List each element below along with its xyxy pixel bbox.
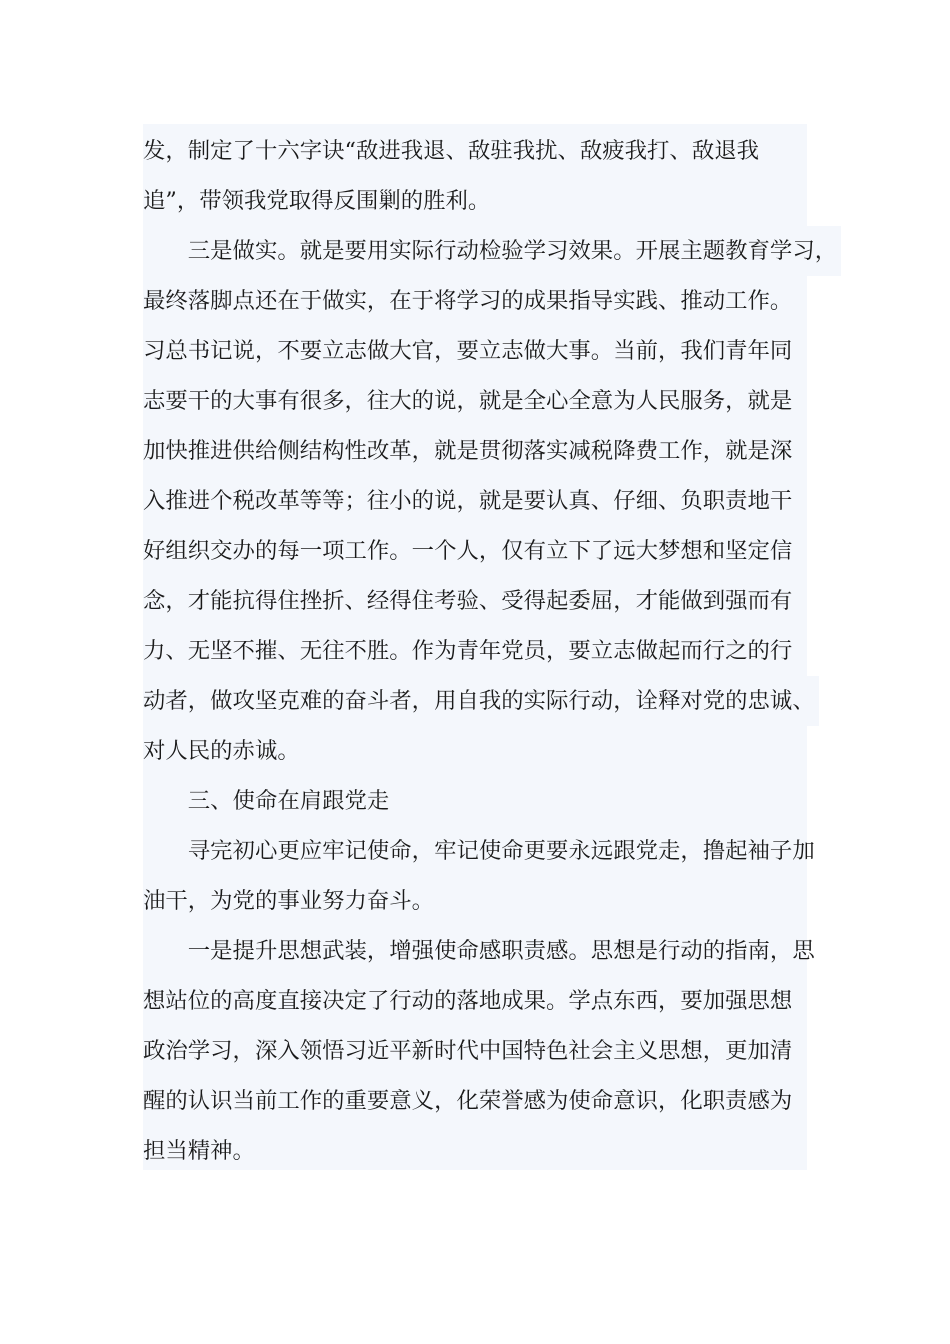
text-line: 加快推进供给侧结构性改革，就是贯彻落实减税降费工作，就是深	[143, 438, 793, 464]
text-line: 发，制定了十六字诀“敌进我退、敌驻我扰、敌疲我打、敌退我	[143, 138, 759, 164]
text-line: 志要干的大事有很多，往大的说，就是全心全意为人民服务，就是	[143, 388, 793, 414]
text-line: 想站位的高度直接决定了行动的落地成果。学点东西，要加强思想	[143, 988, 793, 1014]
text-line: 担当精神。	[143, 1138, 255, 1164]
section-heading: 三、使命在肩跟党走	[143, 788, 390, 814]
text-line: 寻完初心更应牢记使命，牢记使命更要永远跟党走，撸起袖子加	[143, 838, 815, 864]
text-line: 好组织交办的每一项工作。一个人，仅有立下了远大梦想和坚定信	[143, 538, 793, 564]
text-line: 习总书记说，不要立志做大官，要立志做大事。当前，我们青年同	[143, 338, 793, 364]
text-line: 力、无坚不摧、无往不胜。作为青年党员，要立志做起而行之的行	[143, 638, 793, 664]
text-line: 油干，为党的事业努力奋斗。	[143, 888, 435, 914]
text-line: 三是做实。就是要用实际行动检验学习效果。开展主题教育学习，	[143, 226, 841, 276]
text-line: 入推进个税改革等等；往小的说，就是要认真、仔细、负职责地干	[143, 488, 793, 514]
text-line: 最终落脚点还在于做实，在于将学习的成果指导实践、推动工作。	[143, 288, 793, 314]
text-line: 政治学习，深入领悟习近平新时代中国特色社会主义思想，更加清	[143, 1038, 793, 1064]
text-line: 一是提升思想武装，增强使命感职责感。思想是行动的指南，思	[143, 938, 815, 964]
text-line: 追”，带领我党取得反围剿的胜利。	[143, 188, 491, 214]
text-line: 醒的认识当前工作的重要意义，化荣誉感为使命意识，化职责感为	[143, 1088, 793, 1114]
text-line: 动者，做攻坚克难的奋斗者，用自我的实际行动，诠释对党的忠诚、	[143, 676, 819, 726]
text-line: 对人民的赤诚。	[143, 738, 300, 764]
text-line: 念，才能抗得住挫折、经得住考验、受得起委屈，才能做到强而有	[143, 588, 793, 614]
